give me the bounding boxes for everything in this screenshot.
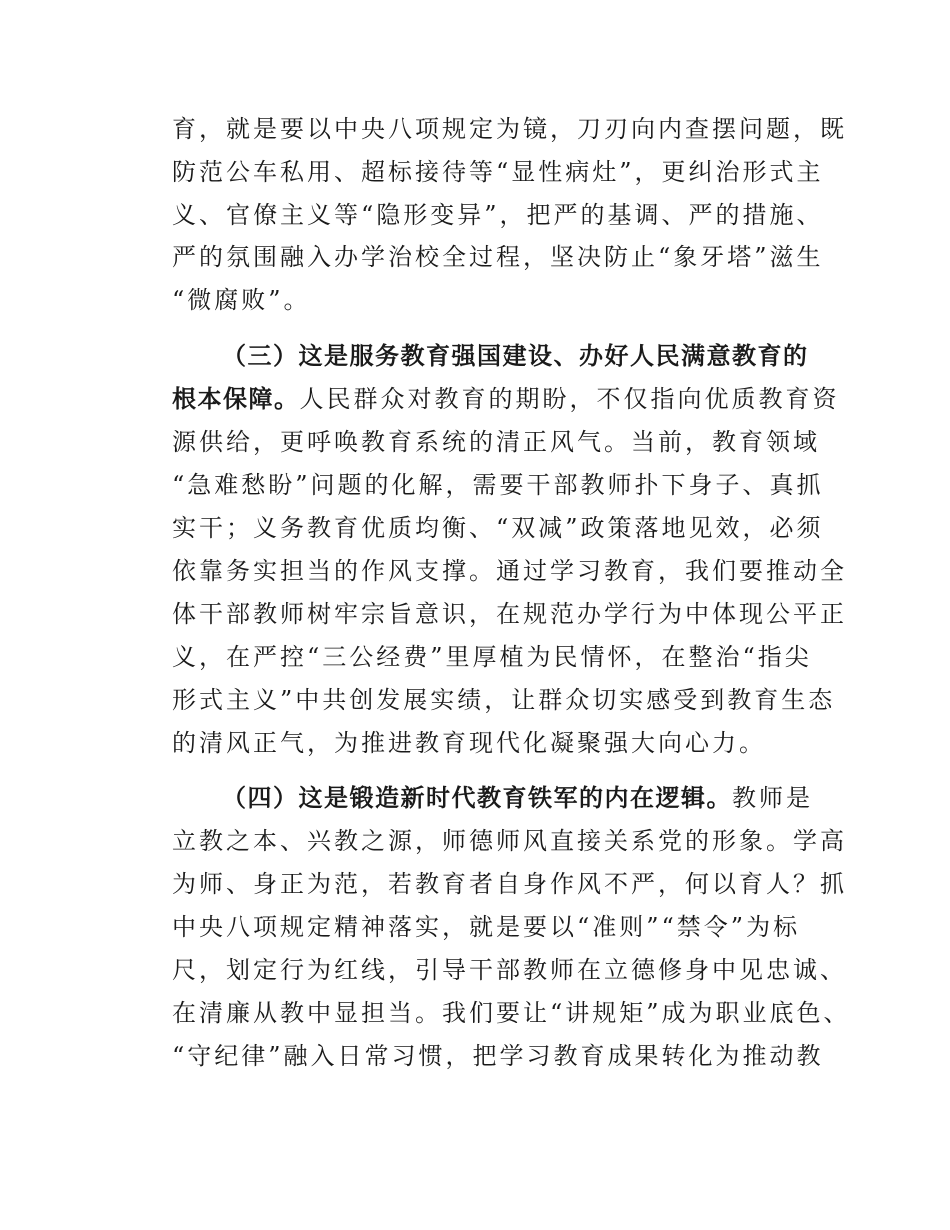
section-4-line-5: 尺，划定行为红线，引导干部教师在立德修身中见忠诚、 xyxy=(172,956,847,984)
section-3-line-4: “急难愁盼”问题的化解，需要干部教师扑下身子、真抓 xyxy=(172,471,824,499)
section-4-line-3: 为师、身正为范，若教育者自身作风不严，何以育人？抓 xyxy=(172,870,847,898)
section-3-line-2 xyxy=(172,376,840,422)
section-3-line-7: 体干部教师树牢宗旨意识，在规范办学行为中体现公平正 xyxy=(172,600,847,628)
section-3-line-3: 源供给，更呼唤教育系统的清正风气。当前，教育领域 xyxy=(172,428,820,456)
section-3-heading-end: 根本保障。 xyxy=(172,385,300,413)
section-4-heading: （四）这是锻造新时代教育铁军的内在逻辑。 xyxy=(222,784,732,812)
section-3-line-6: 依靠务实担当的作风支撑。通过学习教育，我们要推动全 xyxy=(172,557,847,585)
paragraph-1-line-1: 育，就是要以中央八项规定为镜，刀刃向内查摆问题，既 xyxy=(172,115,847,143)
section-3-line-9: 形式主义”中共创发展实绩，让群众切实感受到教育生态 xyxy=(172,686,836,714)
section-3-heading-line-1: （三）这是服务教育强国建设、办好人民满意教育的 xyxy=(222,342,809,370)
paragraph-1-line-5: “微腐败”。 xyxy=(172,286,311,314)
section-4-line-7: “守纪律”融入日常习惯，把学习教育成果转化为推动教 xyxy=(172,1042,824,1070)
section-3-line-8: 义，在严控“三公经费”里厚植为民情怀，在整治“指尖 xyxy=(172,643,812,671)
section-3-line-10: 的清风正气，为推进教育现代化凝聚强大向心力。 xyxy=(172,729,766,757)
section-4-line-4: 中央八项规定精神落实，就是要以“准则”“禁令”为标 xyxy=(172,913,801,941)
section-3-line-2-text: 人民群众对教育的期盼，不仅指向优质教育资 xyxy=(299,385,840,413)
paragraph-1-line-3: 义、官僚主义等“隐形变异”，把严的基调、严的措施、 xyxy=(172,201,824,229)
paragraph-1-line-2: 防范公车私用、超标接待等“显性病灶”，更纠治形式主 xyxy=(172,158,824,186)
section-4-line-1 xyxy=(222,775,862,821)
section-4-line-1-text: 教师是 xyxy=(732,784,813,812)
paragraph-1-line-4: 严的氛围融入办学治校全过程，坚决防止“象牙塔”滋生 xyxy=(172,243,824,271)
section-4-line-6: 在清廉从教中显担当。我们要让“讲规矩”成为职业底色、 xyxy=(172,999,851,1027)
section-3-line-5: 实干；义务教育优质均衡、“双减”政策落地见效，必须 xyxy=(172,514,824,542)
section-4-line-2: 立教之本、兴教之源，师德师风直接关系党的形象。学高 xyxy=(172,827,847,855)
